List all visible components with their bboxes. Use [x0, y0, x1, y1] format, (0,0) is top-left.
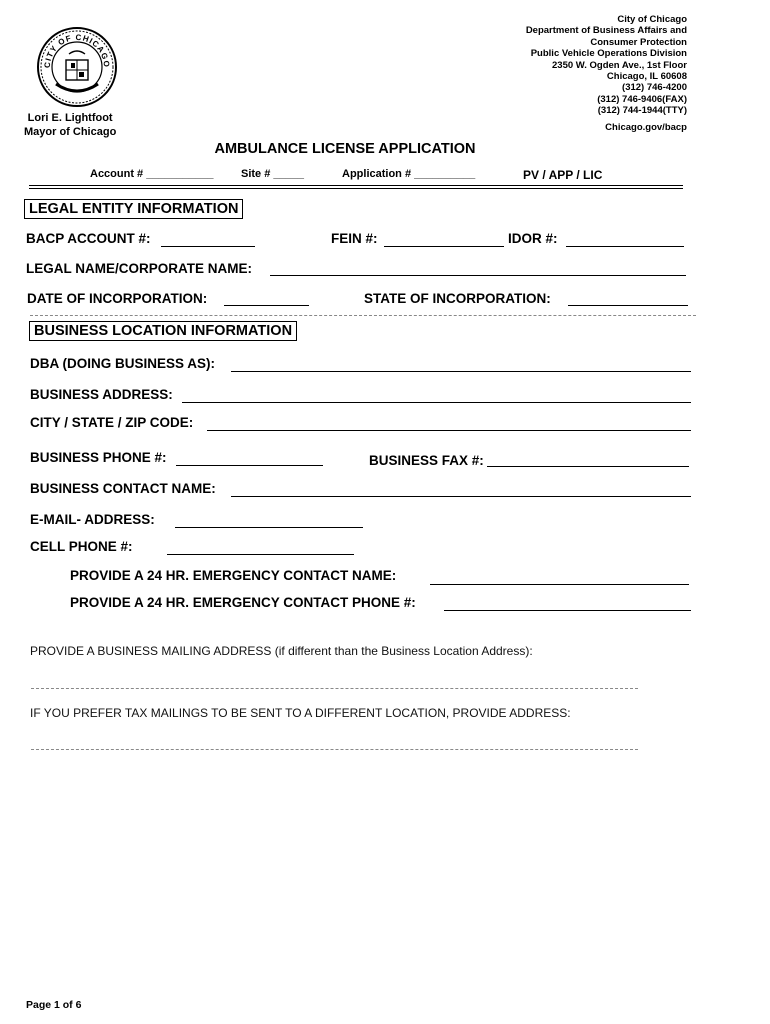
- divider: [29, 188, 683, 189]
- tax-mailing-label: IF YOU PREFER TAX MAILINGS TO BE SENT TO A DIFFERENT LOCATION, PROVIDE ADDRESS:: [30, 706, 571, 720]
- fein-label: FEIN #:: [331, 231, 378, 246]
- application-number-field[interactable]: Application # __________: [342, 168, 476, 180]
- emergency-contact-phone-label: PROVIDE A 24 HR. EMERGENCY CONTACT PHONE #:: [70, 595, 416, 610]
- business-phone-label: BUSINESS PHONE #:: [30, 450, 167, 465]
- org-line: Department of Business Affairs and: [525, 25, 687, 37]
- svg-text:CITY OF CHICAGO: CITY OF CHICAGO: [42, 32, 112, 69]
- city-seal-logo: [36, 26, 118, 108]
- email-label: E-MAIL- ADDRESS:: [30, 512, 155, 527]
- business-contact-input[interactable]: [231, 496, 691, 497]
- idor-label: IDOR #:: [508, 231, 558, 246]
- page-number: Page 1 of 6: [26, 999, 82, 1011]
- business-address-input[interactable]: [182, 402, 691, 403]
- site-number-field[interactable]: Site # _____: [241, 168, 304, 180]
- business-location-heading: BUSINESS LOCATION INFORMATION: [29, 321, 297, 341]
- org-line: Public Vehicle Operations Division: [530, 48, 687, 60]
- section-divider: [30, 315, 696, 316]
- legal-name-input[interactable]: [270, 275, 686, 276]
- emergency-contact-phone-input[interactable]: [444, 610, 691, 611]
- bacp-account-label: BACP ACCOUNT #:: [26, 231, 151, 246]
- emergency-contact-name-label: PROVIDE A 24 HR. EMERGENCY CONTACT NAME:: [70, 568, 397, 583]
- license-type-label: PV / APP / LIC: [523, 168, 603, 182]
- divider: [29, 185, 683, 186]
- org-line: (312) 746-4200: [622, 82, 687, 94]
- org-line: (312) 744-1944(TTY): [597, 105, 687, 117]
- cell-phone-label: CELL PHONE #:: [30, 539, 133, 554]
- business-contact-label: BUSINESS CONTACT NAME:: [30, 481, 216, 496]
- org-line: City of Chicago: [617, 14, 687, 25]
- dba-input[interactable]: [231, 371, 691, 372]
- fein-input[interactable]: [384, 246, 504, 247]
- mayor-block: [24, 111, 116, 139]
- city-state-zip-label: CITY / STATE / ZIP CODE:: [30, 415, 194, 430]
- legal-entity-heading: LEGAL ENTITY INFORMATION: [24, 199, 243, 219]
- business-mailing-label: PROVIDE A BUSINESS MAILING ADDRESS (if different than the Business Location Address):: [30, 644, 533, 658]
- legal-name-label: LEGAL NAME/CORPORATE NAME:: [26, 261, 252, 276]
- page-title: AMBULANCE LICENSE APPLICATION: [214, 141, 476, 157]
- tax-mailing-input[interactable]: [31, 749, 638, 750]
- business-fax-label: BUSINESS FAX #:: [369, 453, 484, 468]
- business-mailing-input[interactable]: [31, 688, 638, 689]
- dba-label: DBA (DOING BUSINESS AS):: [30, 356, 216, 371]
- org-line: Consumer Protection: [590, 36, 687, 48]
- business-fax-input[interactable]: [487, 466, 689, 467]
- business-phone-input[interactable]: [176, 465, 323, 466]
- department-address-block: [526, 14, 687, 133]
- mayor-title: Mayor of Chicago: [24, 126, 117, 138]
- mayor-name: Lori E. Lightfoot: [27, 112, 113, 124]
- account-number-field[interactable]: Account # ___________: [90, 168, 214, 180]
- org-line: Chicago, IL 60608: [606, 71, 687, 83]
- business-address-label: BUSINESS ADDRESS:: [30, 387, 173, 402]
- bacp-account-input[interactable]: [161, 246, 255, 247]
- idor-input[interactable]: [566, 246, 684, 247]
- emergency-contact-name-input[interactable]: [430, 584, 689, 585]
- state-incorporation-label: STATE OF INCORPORATION:: [364, 291, 551, 306]
- city-state-zip-input[interactable]: [207, 430, 691, 431]
- cell-phone-input[interactable]: [167, 554, 354, 555]
- org-line: (312) 746-9406(FAX): [597, 93, 687, 105]
- website-link[interactable]: Chicago.gov/bacp: [605, 121, 687, 133]
- date-incorporation-input[interactable]: [224, 305, 309, 306]
- org-line: 2350 W. Ogden Ave., 1st Floor: [552, 59, 687, 71]
- email-input[interactable]: [175, 527, 363, 528]
- date-incorporation-label: DATE OF INCORPORATION:: [27, 291, 208, 306]
- state-incorporation-input[interactable]: [568, 305, 688, 306]
